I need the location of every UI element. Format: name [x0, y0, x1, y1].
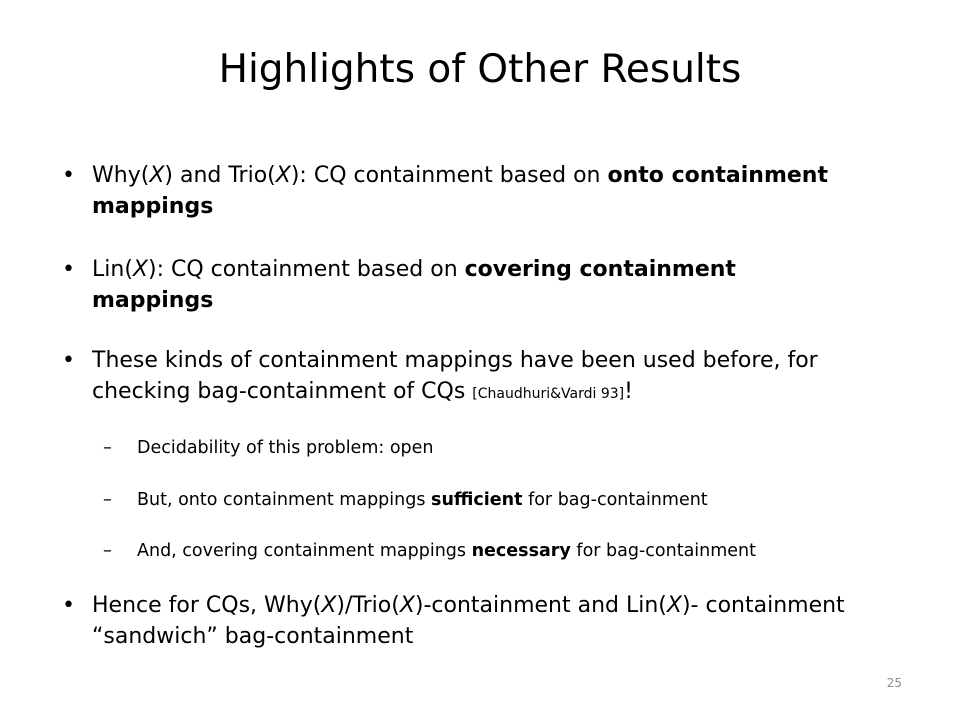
bullet-text: ): CQ containment based on	[147, 257, 465, 282]
page-number: 25	[886, 676, 902, 690]
bullet-text: )-containment and Lin(	[414, 593, 667, 618]
variable-x: X	[275, 163, 291, 188]
variable-x: X	[149, 163, 165, 188]
bullet-text: These kinds of containment mappings have been used before, for checking bag-containment of CQs	[92, 348, 818, 404]
bullet-text: Lin(	[92, 257, 133, 282]
slide-title: Highlights of Other Results	[218, 47, 742, 92]
citation: [Chaudhuri&Vardi 93]	[472, 386, 625, 402]
sub-bullet-covering	[137, 539, 907, 563]
bullet-sandwich	[92, 590, 862, 652]
variable-x: X	[132, 257, 148, 282]
bullet-lin	[92, 254, 862, 316]
bullet-text: )/Trio(	[336, 593, 400, 618]
bold-term: necessary	[471, 541, 571, 561]
sub-bullet-text: for bag-containment	[522, 490, 708, 510]
bold-term: onto containment mappings	[92, 163, 828, 219]
sub-bullet-decidability	[137, 436, 907, 460]
bullet-text: Hence for CQs, Why(	[92, 593, 322, 618]
sub-bullet-text: Decidability of this problem: open	[137, 438, 434, 458]
bold-term: sufficient	[431, 490, 523, 510]
bullet-text: Why(	[92, 163, 150, 188]
variable-x: X	[666, 593, 682, 618]
bullet-text: ): CQ containment based on	[290, 163, 608, 188]
sub-bullet-text: But, onto containment mappings	[137, 490, 432, 510]
bullet-bag-containment	[92, 345, 862, 410]
bullet-why-trio	[92, 160, 862, 222]
bullet-text: ) and Trio(	[164, 163, 276, 188]
variable-x: X	[321, 593, 337, 618]
variable-x: X	[399, 593, 415, 618]
exclamation: !	[624, 379, 633, 404]
sub-bullet-text: for bag-containment	[570, 541, 757, 561]
bold-term: covering containment mappings	[92, 257, 736, 313]
bullet-text: )- containment “sandwich” bag-containment	[92, 593, 845, 649]
sub-bullet-onto	[137, 488, 907, 512]
sub-bullet-text: And, covering containment mappings	[137, 541, 472, 561]
